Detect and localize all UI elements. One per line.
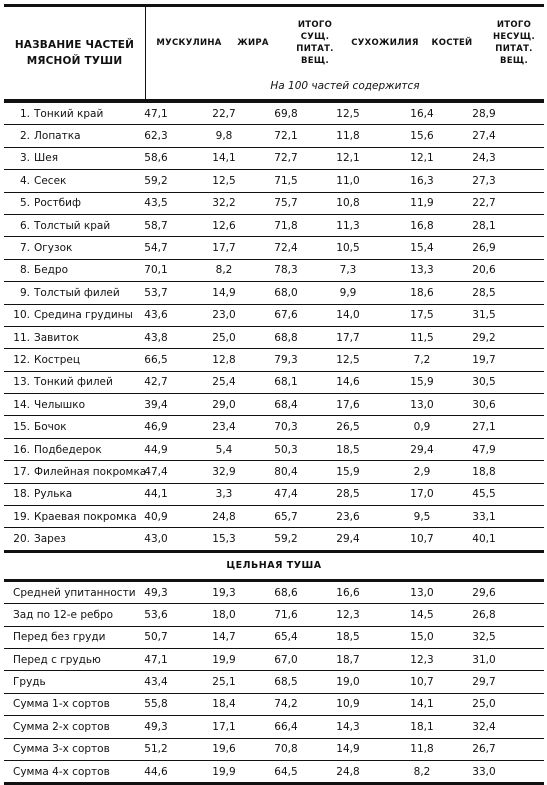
row-value: 29,4 [336,533,360,546]
row-value: 68,0 [274,286,298,299]
row-value: 51,2 [144,743,168,756]
row-value: 15,0 [410,631,434,644]
row-value: 11,5 [410,331,434,344]
row-value: 23,4 [212,421,236,434]
row-value: 68,4 [274,398,298,411]
row-name: Бедро [34,264,69,277]
table-row [4,671,544,693]
row-value: 12,5 [212,174,236,187]
row-value: 75,7 [274,197,298,210]
row-number: 12. [13,353,30,366]
row-number: 14. [13,398,30,411]
table-row [4,349,544,371]
row-value: 78,3 [274,264,298,277]
row-value: 28,5 [336,488,360,501]
row-value: 29,6 [472,586,496,599]
row-name: Бочок [34,421,67,434]
row-value: 5,4 [215,443,233,456]
row-value: 24,8 [212,510,236,523]
row-number: 16. [13,443,30,456]
row-value: 16,6 [336,586,360,599]
table-row [4,237,544,259]
row-value: 17,7 [336,331,360,344]
row-value: 66,4 [274,720,298,733]
row-name: Зарез [34,533,66,546]
row-value: 8,2 [413,765,431,778]
table-row [4,528,544,549]
row-value: 43,6 [144,309,168,322]
row-value: 40,1 [472,533,496,546]
row-value: 8,2 [215,264,233,277]
row-value: 62,3 [144,130,168,143]
row-value: 15,9 [336,465,360,478]
row-name: Сесек [34,174,67,187]
row-value: 16,4 [410,107,434,120]
row-value: 11,8 [336,130,360,143]
row-value: 13,0 [410,398,434,411]
row-value: 53,7 [144,286,168,299]
row-value: 32,2 [212,197,236,210]
row-value: 32,4 [472,720,496,733]
row-value: 70,8 [274,743,298,756]
row-name: Средней упитанности [13,586,136,599]
row-value: 10,8 [336,197,360,210]
row-name: Шея [34,152,59,165]
row-value: 47,4 [274,488,298,501]
row-value: 44,6 [144,765,168,778]
row-value: 13,3 [410,264,434,277]
table-row [4,649,544,671]
row-value: 15,4 [410,242,434,255]
row-value: 54,7 [144,242,168,255]
header-name-column: НАЗВАНИЕ ЧАСТЕЙ МЯСНОЙ ТУШИ [4,7,146,99]
row-value: 22,7 [212,107,236,120]
row-value: 3,3 [215,488,233,501]
row-value: 18,6 [410,286,434,299]
row-value: 17,1 [212,720,236,733]
row-name: Подбедерок [34,443,102,456]
row-value: 18,0 [212,608,236,621]
row-value: 47,9 [472,443,496,456]
row-value: 31,0 [472,653,496,666]
row-value: 14,5 [410,608,434,621]
row-value: 80,4 [274,465,298,478]
row-number: 18. [13,488,30,501]
row-value: 25,0 [472,698,496,711]
row-value: 58,6 [144,152,168,165]
header-col-total-nutrients: ИТОГО СУЩ. ПИТАТ. ВЕЩ. [296,20,334,66]
row-value: 47,1 [144,107,168,120]
row-value: 19,9 [212,765,236,778]
row-value: 18,5 [336,443,360,456]
row-name: Челышко [34,398,86,411]
row-value: 43,4 [144,676,168,689]
row-value: 55,8 [144,698,168,711]
header-col-total-non-nutrients: ИТОГО НЕСУЩ. ПИТАТ. ВЕЩ. [492,20,535,66]
table-row [4,506,544,528]
table-row [4,305,544,327]
row-value: 39,4 [144,398,168,411]
row-value: 50,3 [274,443,298,456]
row-value: 10,7 [410,533,434,546]
section-title: ЦЕЛЬНАЯ ТУША [226,560,322,572]
row-value: 16,8 [410,219,434,232]
row-value: 68,1 [274,376,298,389]
row-value: 44,1 [144,488,168,501]
row-value: 12,3 [410,653,434,666]
table-row [4,716,544,738]
row-value: 17,0 [410,488,434,501]
row-name: Средина грудины [34,309,133,322]
whole-carcass-table-body [4,582,544,783]
row-value: 49,3 [144,586,168,599]
row-name: Зад по 12-е ребро [13,608,114,621]
header-value-columns [146,7,544,99]
row-value: 0,9 [413,421,431,434]
row-value: 14,9 [336,743,360,756]
row-value: 33,1 [472,510,496,523]
row-value: 32,5 [472,631,496,644]
row-value: 18,4 [212,698,236,711]
row-value: 42,7 [144,376,168,389]
row-number: 4. [19,174,30,187]
row-value: 53,6 [144,608,168,621]
row-name: Сумма 4-х сортов [13,765,110,778]
row-value: 66,5 [144,353,168,366]
row-name: Грудь [13,676,46,689]
row-value: 70,3 [274,421,298,434]
row-value: 11,9 [410,197,434,210]
row-name: Тонкий филей [34,376,113,389]
row-value: 12,5 [336,353,360,366]
row-value: 24,8 [336,765,360,778]
header-col-muscle: МУСКУЛИНА [156,38,222,48]
row-value: 12,5 [336,107,360,120]
table-row [4,461,544,483]
row-value: 43,8 [144,331,168,344]
row-value: 26,8 [472,608,496,621]
row-value: 19,7 [472,353,496,366]
row-number: 6. [19,219,30,232]
table-row [4,215,544,237]
table-row [4,694,544,716]
row-number: 5. [19,197,30,210]
table-row [4,439,544,461]
row-value: 19,0 [336,676,360,689]
row-number: 8. [19,264,30,277]
row-value: 59,2 [144,174,168,187]
row-value: 28,9 [472,107,496,120]
row-value: 7,3 [339,264,357,277]
row-value: 9,8 [215,130,233,143]
row-value: 29,0 [212,398,236,411]
row-value: 22,7 [472,197,496,210]
row-value: 12,8 [212,353,236,366]
row-value: 10,9 [336,698,360,711]
row-value: 14,3 [336,720,360,733]
row-value: 28,1 [472,219,496,232]
row-number: 10. [13,309,30,322]
row-name: Краевая покромка [34,510,137,523]
row-value: 18,7 [336,653,360,666]
row-value: 49,3 [144,720,168,733]
table-row [4,761,544,782]
row-value: 14,1 [212,152,236,165]
row-name: Филейная покромка [34,465,147,478]
row-value: 14,0 [336,309,360,322]
row-value: 46,9 [144,421,168,434]
row-value: 17,7 [212,242,236,255]
row-value: 28,5 [472,286,496,299]
row-value: 68,5 [274,676,298,689]
row-value: 11,0 [336,174,360,187]
table-row [4,148,544,170]
row-value: 12,3 [336,608,360,621]
row-value: 29,7 [472,676,496,689]
row-number: 13. [13,376,30,389]
row-value: 7,2 [413,353,431,366]
row-value: 27,4 [472,130,496,143]
row-value: 27,1 [472,421,496,434]
row-name: Перед без груди [13,631,106,644]
row-value: 15,3 [212,533,236,546]
row-value: 25,0 [212,331,236,344]
row-value: 14,6 [336,376,360,389]
row-value: 12,1 [410,152,434,165]
row-value: 43,0 [144,533,168,546]
row-value: 27,3 [472,174,496,187]
row-value: 14,7 [212,631,236,644]
row-value: 26,7 [472,743,496,756]
table-row [4,604,544,626]
row-value: 79,3 [274,353,298,366]
row-value: 12,1 [336,152,360,165]
row-value: 19,6 [212,743,236,756]
row-value: 70,1 [144,264,168,277]
row-number: 11. [13,331,30,344]
row-value: 68,8 [274,331,298,344]
table-row [4,282,544,304]
row-number: 3. [19,152,30,165]
row-number: 19. [13,510,30,523]
row-value: 31,5 [472,309,496,322]
row-number: 7. [19,242,30,255]
row-number: 2. [19,130,30,143]
row-value: 23,6 [336,510,360,523]
header-col-bones: КОСТЕЙ [431,38,473,48]
row-value: 33,0 [472,765,496,778]
row-value: 44,9 [144,443,168,456]
row-value: 11,3 [336,219,360,232]
row-value: 30,6 [472,398,496,411]
row-value: 11,8 [410,743,434,756]
row-value: 71,5 [274,174,298,187]
row-value: 17,5 [410,309,434,322]
row-value: 10,7 [410,676,434,689]
row-value: 47,4 [144,465,168,478]
table-row [4,627,544,649]
table-header [4,7,544,99]
row-name: Сумма 1-х сортов [13,698,110,711]
table-row [4,193,544,215]
row-number: 1. [19,107,30,120]
row-value: 67,0 [274,653,298,666]
meat-carcass-table [4,4,544,785]
table-row [4,327,544,349]
row-value: 15,9 [410,376,434,389]
row-number: 9. [19,286,30,299]
row-value: 19,9 [212,653,236,666]
row-value: 68,6 [274,586,298,599]
row-value: 65,7 [274,510,298,523]
row-value: 72,7 [274,152,298,165]
row-value: 32,9 [212,465,236,478]
row-value: 29,4 [410,443,434,456]
header-subcaption: На 100 частей содержится [270,80,420,92]
row-value: 17,6 [336,398,360,411]
row-name: Кострец [34,353,81,366]
row-value: 50,7 [144,631,168,644]
row-value: 14,9 [212,286,236,299]
table-row [4,394,544,416]
row-value: 12,6 [212,219,236,232]
row-value: 58,7 [144,219,168,232]
row-value: 15,6 [410,130,434,143]
table-row [4,416,544,438]
header-col-tendons: СУХОЖИЛИЯ [351,38,419,48]
row-value: 72,4 [274,242,298,255]
row-name: Тонкий край [34,107,104,120]
row-value: 59,2 [274,533,298,546]
row-value: 74,2 [274,698,298,711]
row-number: 17. [13,465,30,478]
row-name: Ростбиф [34,197,81,210]
row-value: 26,9 [472,242,496,255]
row-value: 18,5 [336,631,360,644]
table-row [4,484,544,506]
row-name: Перед с грудью [13,653,101,666]
row-value: 30,5 [472,376,496,389]
row-number: 20. [13,533,30,546]
row-value: 2,9 [413,465,431,478]
table-row [4,170,544,192]
row-name: Завиток [34,331,80,344]
row-name: Сумма 3-х сортов [13,743,110,756]
row-value: 10,5 [336,242,360,255]
row-value: 40,9 [144,510,168,523]
row-value: 71,8 [274,219,298,232]
row-value: 29,2 [472,331,496,344]
row-value: 13,0 [410,586,434,599]
row-name: Огузок [34,242,73,255]
row-name: Толстый край [34,219,111,232]
row-value: 24,3 [472,152,496,165]
row-value: 19,3 [212,586,236,599]
row-value: 18,8 [472,465,496,478]
parts-table-body [4,103,544,550]
table-row [4,103,544,125]
row-value: 47,1 [144,653,168,666]
row-name: Лопатка [34,130,81,143]
row-name: Толстый филей [34,286,120,299]
row-value: 45,5 [472,488,496,501]
row-value: 72,1 [274,130,298,143]
table-row [4,125,544,147]
row-value: 16,3 [410,174,434,187]
row-value: 71,6 [274,608,298,621]
row-value: 14,1 [410,698,434,711]
row-value: 18,1 [410,720,434,733]
table-row [4,260,544,282]
row-value: 25,4 [212,376,236,389]
header-col-fat: ЖИРА [237,38,269,48]
row-value: 23,0 [212,309,236,322]
row-value: 64,5 [274,765,298,778]
row-value: 25,1 [212,676,236,689]
table-row [4,372,544,394]
row-value: 9,5 [413,510,431,523]
row-value: 20,6 [472,264,496,277]
row-value: 26,5 [336,421,360,434]
row-value: 67,6 [274,309,298,322]
row-value: 69,8 [274,107,298,120]
row-value: 9,9 [339,286,357,299]
row-name: Сумма 2-х сортов [13,720,110,733]
row-number: 15. [13,421,30,434]
row-value: 43,5 [144,197,168,210]
table-row [4,582,544,604]
row-value: 65,4 [274,631,298,644]
table-row [4,739,544,761]
row-name: Рулька [34,488,73,501]
